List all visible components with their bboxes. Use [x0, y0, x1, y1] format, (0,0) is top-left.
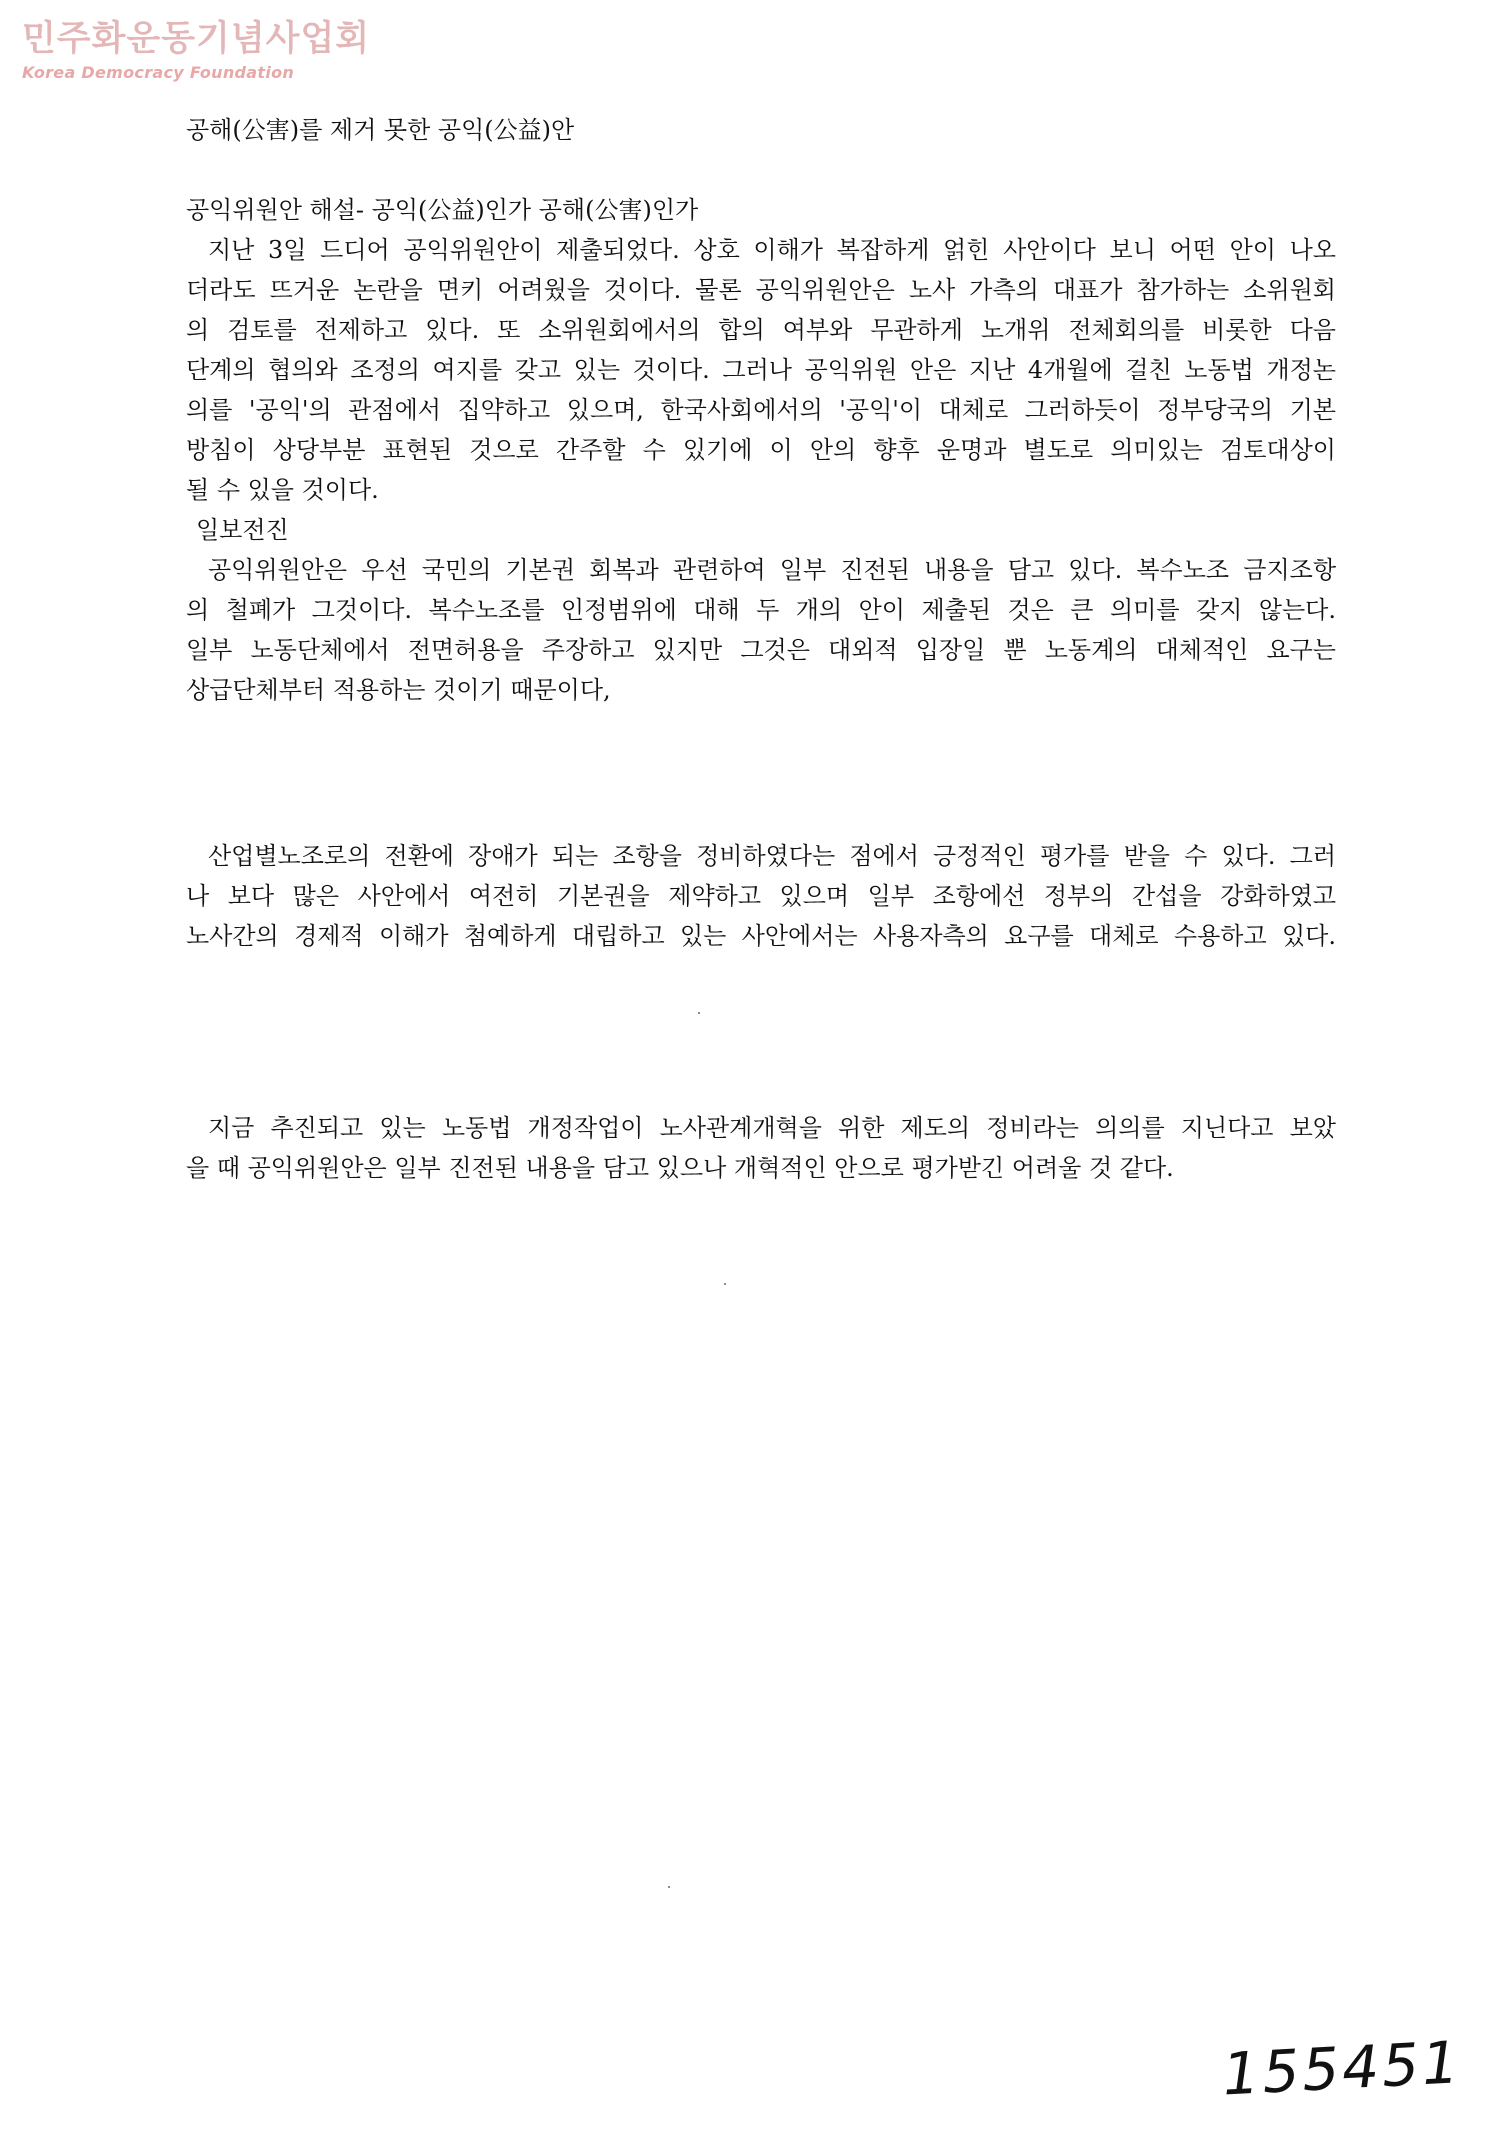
paragraph-two [186, 836, 1336, 956]
document-subtitle: 공익위원안 해설- 공익(公益)인가 공해(公害)인가 [186, 196, 699, 224]
para3-line: 을 때 공익위원안은 일부 진전된 내용을 담고 있으나 개혁적인 안으로 평가받긴 어려울 것 같다. [186, 1154, 1174, 1182]
scan-speck [668, 1886, 670, 1888]
intro-line: 의를 '공익'의 관점에서 집약하고 있으며, 한국사회에서의 '공익'이 대체로 그러하듯이 정부당국의 기본 [186, 396, 1336, 424]
intro-line: 지난 3일 드디어 공익위원안이 제출되었다. 상호 이해가 복잡하게 얽힌 사안이다 보니 어떤 안이 나오 [208, 236, 1336, 264]
section-heading: 일보전진 [196, 516, 289, 544]
para2-line: 나 보다 많은 사안에서 여전히 기본권을 제약하고 있으며 일부 조항에선 정부의 간섭을 강화하였고 [186, 882, 1336, 910]
intro-paragraph [186, 230, 1336, 510]
intro-line: 방침이 상당부분 표현된 것으로 간주할 수 있기에 이 안의 향후 운명과 별도로 의미있는 검토대상이 [186, 436, 1336, 464]
paragraph-three [186, 1108, 1336, 1188]
section-line: 일부 노동단체에서 전면허용을 주장하고 있지만 그것은 대외적 입장일 뿐 노동계의 대체적인 요구는 [186, 636, 1336, 664]
intro-line: 될 수 있을 것이다. [186, 476, 379, 504]
section-line: 공익위원안은 우선 국민의 기본권 회복과 관련하여 일부 진전된 내용을 담고 있다. 복수노조 금지조항 [208, 556, 1336, 584]
para2-line: 노사간의 경제적 이해가 첨예하게 대립하고 있는 사안에서는 사용자측의 요구를 대체로 수용하고 있다. [186, 922, 1336, 950]
scan-speck [724, 1283, 726, 1285]
intro-line: 더라도 뜨거운 논란을 면키 어려웠을 것이다. 물론 공익위원안은 노사 가측의 대표가 참가하는 소위원회 [186, 276, 1336, 304]
archive-number: 155451 [1220, 2028, 1463, 2109]
section-paragraph [186, 550, 1336, 710]
para3-line: 지금 추진되고 있는 노동법 개정작업이 노사관계개혁을 위한 제도의 정비라는 의의를 지닌다고 보았 [208, 1114, 1336, 1142]
watermark-korean: 민주화운동기념사업회 [22, 19, 371, 59]
para2-line: 산업별노조로의 전환에 장애가 되는 조항을 정비하였다는 점에서 긍정적인 평가를 받을 수 있다. 그러 [208, 842, 1336, 870]
intro-line: 단계의 협의와 조정의 여지를 갖고 있는 것이다. 그러나 공익위원 안은 지난 4개월에 걸친 노동법 개정논 [186, 356, 1336, 384]
section-line: 의 철폐가 그것이다. 복수노조를 인정범위에 대해 두 개의 안이 제출된 것은 큰 의미를 갖지 않는다. [186, 596, 1336, 624]
watermark-english: Korea Democracy Foundation [22, 63, 295, 82]
section-line: 상급단체부터 적용하는 것이기 때문이다, [186, 676, 611, 704]
scan-speck [698, 1012, 700, 1014]
foundation-watermark [22, 19, 371, 82]
intro-line: 의 검토를 전제하고 있다. 또 소위원회에서의 합의 여부와 무관하게 노개위 전체회의를 비롯한 다음 [186, 316, 1336, 344]
document-title: 공해(公害)를 제거 못한 공익(公益)안 [186, 116, 575, 144]
document-body [186, 110, 1336, 1188]
